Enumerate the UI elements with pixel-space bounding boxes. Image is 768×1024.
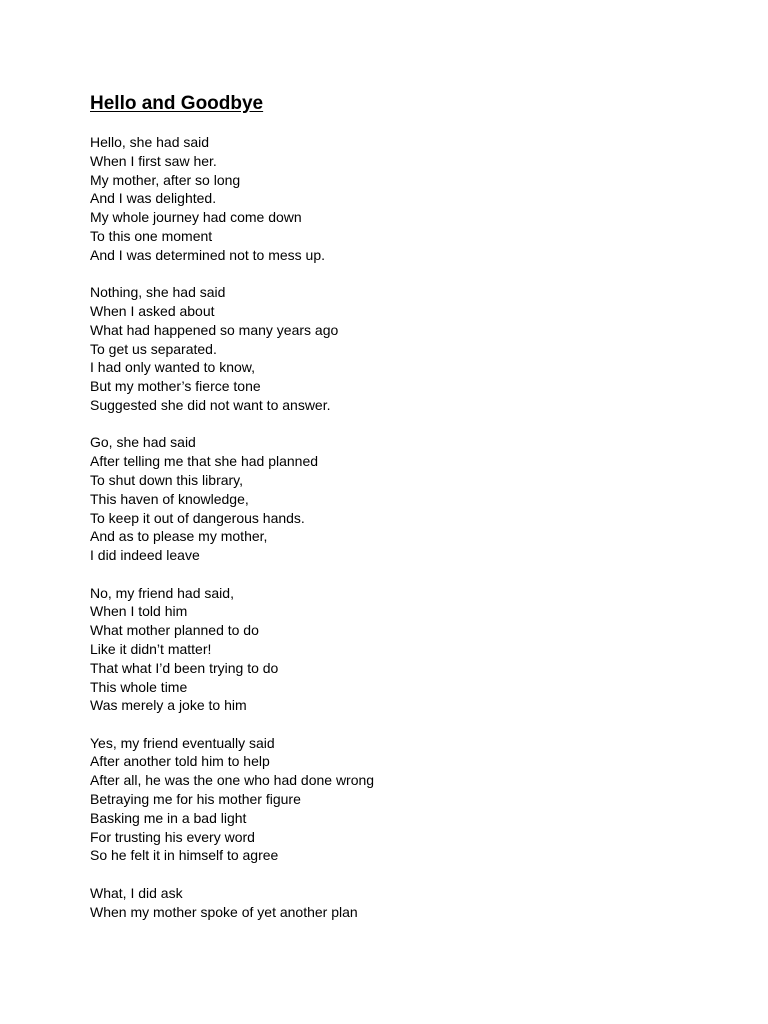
poem-line: And I was determined not to mess up. [90, 246, 326, 263]
poem-line: What mother planned to do [90, 622, 259, 639]
stanza-list [90, 133, 690, 921]
poem-line: This haven of knowledge, [90, 490, 249, 507]
poem-line: Like it didn’t matter! [90, 640, 212, 657]
poem-line: After telling me that she had planned [90, 453, 319, 470]
poem-line: But my mother’s fierce tone [90, 378, 261, 395]
poem-line: What had happened so many years ago [90, 321, 339, 338]
poem-line: To this one moment [90, 227, 213, 244]
stanza [90, 884, 690, 922]
poem-line: And I was delighted. [90, 190, 217, 207]
poem-line: Suggested she did not want to answer. [90, 396, 331, 413]
poem-line: When I told him [90, 603, 188, 620]
poem-line: I had only wanted to know, [90, 359, 255, 376]
poem-line: What, I did ask [90, 884, 183, 901]
stanza [90, 433, 690, 565]
poem-line: Nothing, she had said [90, 284, 226, 301]
poem-line: So he felt it in himself to agree [90, 847, 279, 864]
poem-line: That what I’d been trying to do [90, 659, 279, 676]
poem-line: I did indeed leave [90, 547, 200, 564]
poem-line: Basking me in a bad light [90, 809, 247, 826]
poem-line: To get us separated. [90, 340, 217, 357]
stanza [90, 734, 690, 866]
poem-line: When I first saw her. [90, 152, 217, 169]
poem-line: Was merely a joke to him [90, 697, 247, 714]
stanza [90, 133, 690, 265]
poem-line: After all, he was the one who had done wrong [90, 772, 375, 789]
poem-line: No, my friend had said, [90, 584, 234, 601]
stanza [90, 283, 690, 415]
poem-line: This whole time [90, 678, 188, 695]
stanza [90, 584, 690, 716]
poem-line: My mother, after so long [90, 171, 241, 188]
poem-body [90, 92, 690, 940]
poem-line: Go, she had said [90, 434, 196, 451]
poem-line: To keep it out of dangerous hands. [90, 509, 305, 526]
poem-line: And as to please my mother, [90, 528, 268, 545]
poem-line: To shut down this library, [90, 471, 244, 488]
poem-line: Yes, my friend eventually said [90, 734, 275, 751]
poem-line: After another told him to help [90, 753, 270, 770]
poem-line: Hello, she had said [90, 134, 210, 150]
poem-line: For trusting his every word [90, 828, 255, 845]
poem-line: When I asked about [90, 302, 215, 319]
poem-line: When my mother spoke of yet another plan [90, 903, 358, 920]
poem-line: My whole journey had come down [90, 209, 302, 226]
poem-title: Hello and Goodbye [90, 93, 264, 114]
poem-line: Betraying me for his mother figure [90, 791, 301, 808]
